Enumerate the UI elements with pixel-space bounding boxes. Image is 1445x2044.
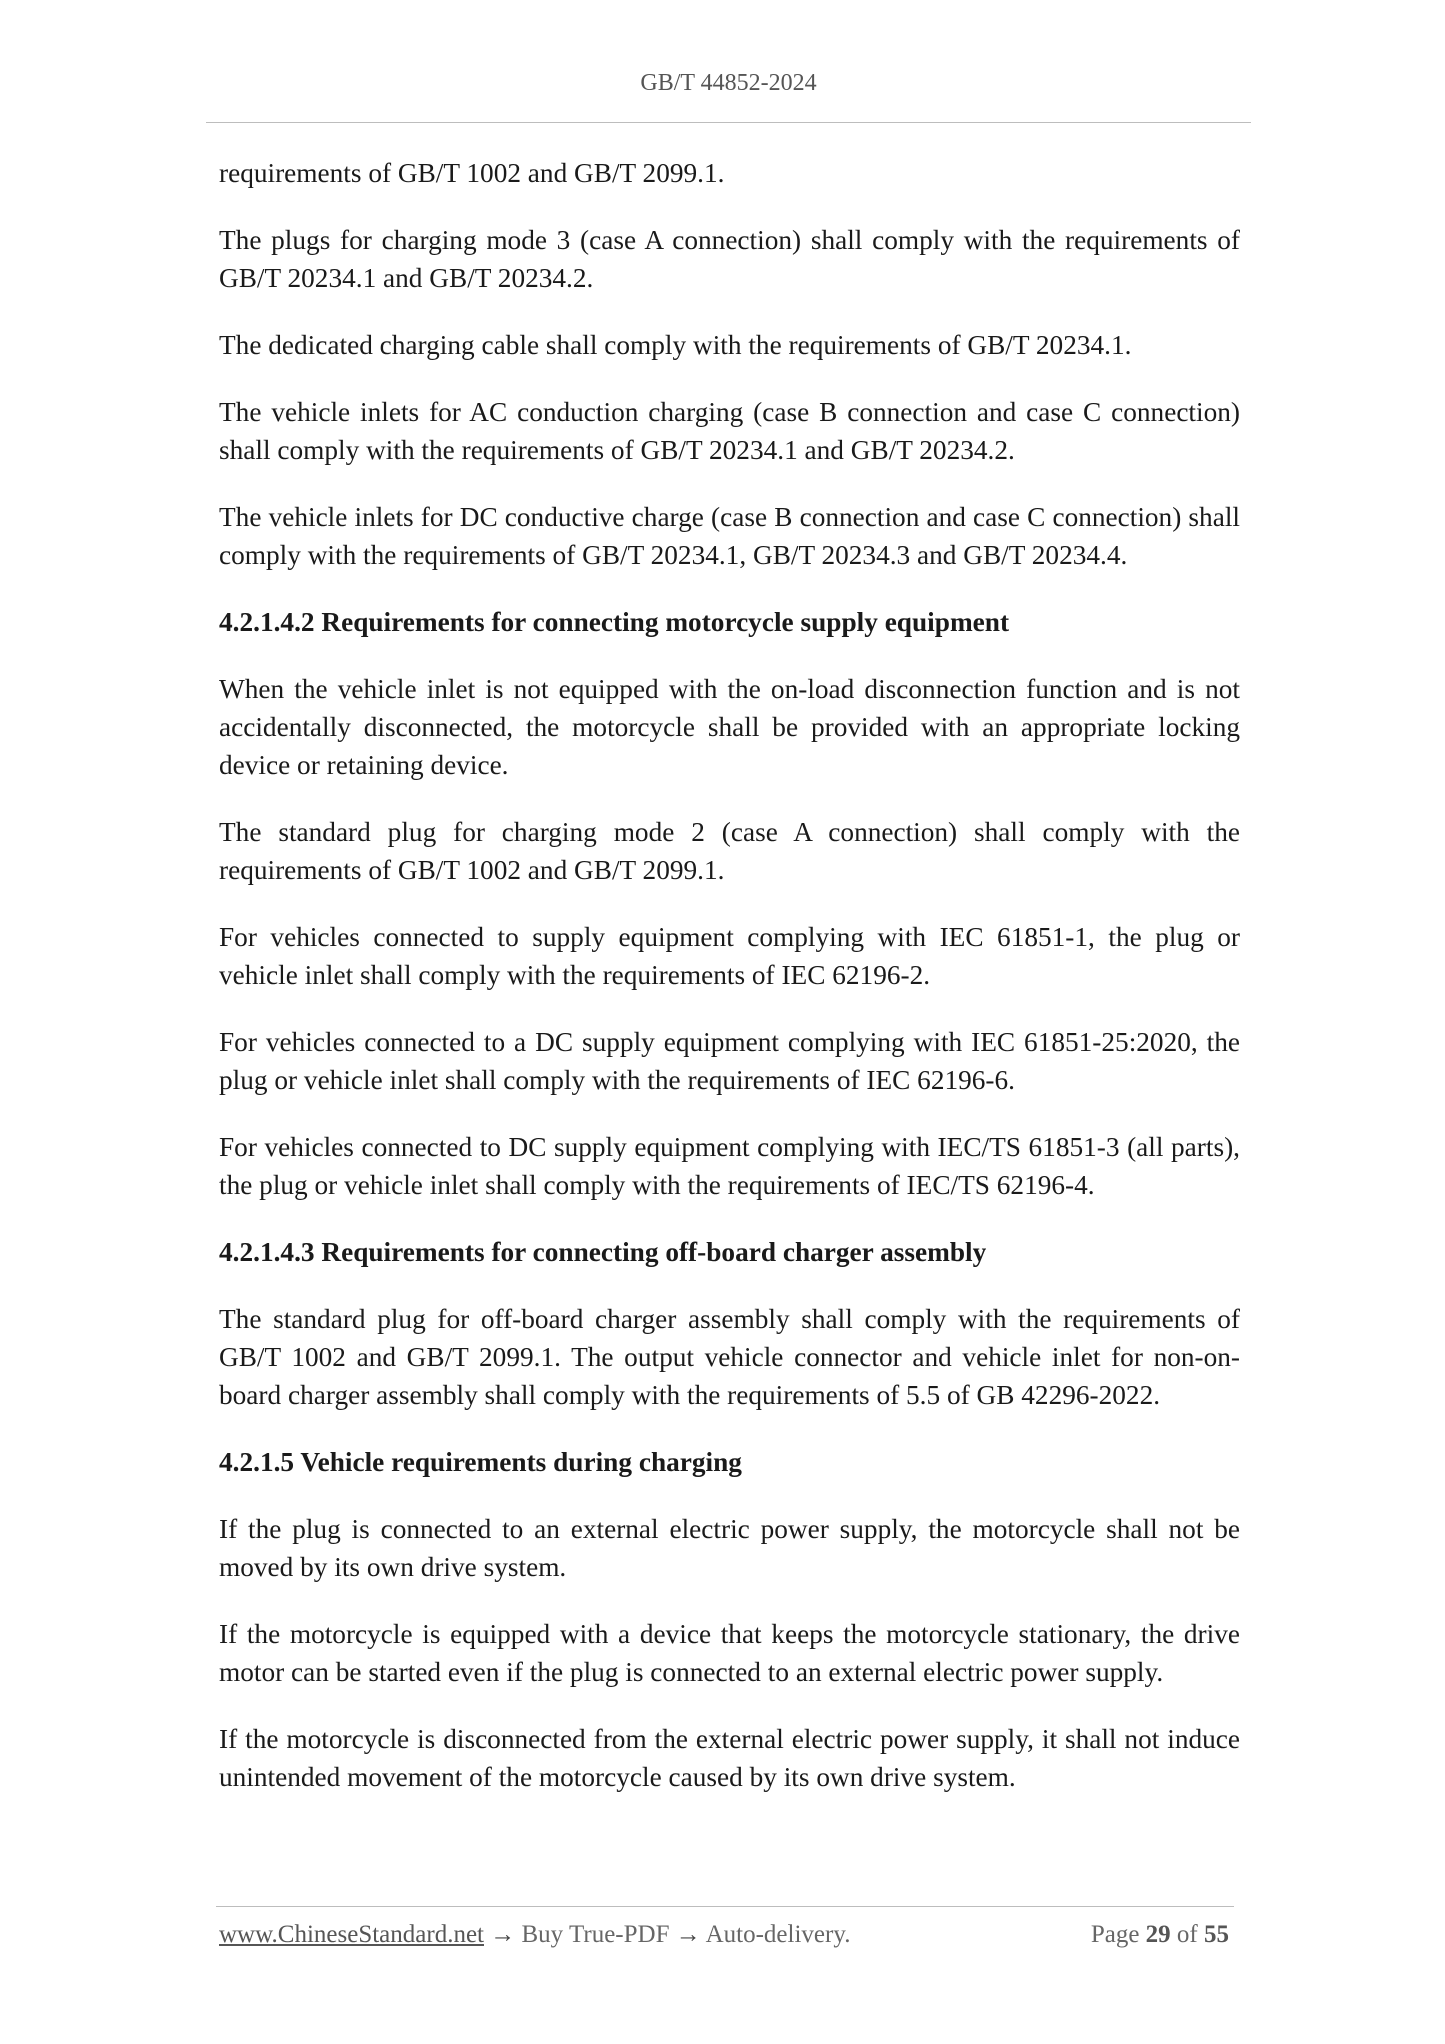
auto-delivery-text: Auto-delivery. [705,1921,851,1948]
arrow-right-icon: → [490,1921,516,1948]
paragraph: requirements of GB/T 1002 and GB/T 2099.1. [219,158,725,188]
section-heading: 4.2.1.4.3 Requirements for connecting off-board charger assembly [219,1237,987,1267]
page-of-label: of [1176,1921,1198,1948]
paragraph: When the vehicle inlet is not equipped with the on-load disconnection function and is not accidentally disconnected, the motorcycle shall be provided with an appropriate locking device or retaining device. [219,674,1240,780]
page-header-title: GB/T 44852-2024 [640,70,817,96]
page-number [1091,1921,1229,1949]
arrow-right-icon: → [675,1921,701,1948]
buy-pdf-text: Buy True-PDF [521,1921,670,1948]
paragraph: If the plug is connected to an external electric power supply, the motorcycle shall not be moved by its own drive system. [219,1514,1240,1582]
paragraph: The vehicle inlets for DC conductive charge (case B connection and case C connection) shall comply with the requirements of GB/T 20234.1, GB/T 20234.3 and GB/T 20234.4. [219,502,1240,570]
page-total: 55 [1204,1921,1229,1948]
paragraph: The standard plug for charging mode 2 (case A connection) shall comply with the requirements of GB/T 1002 and GB/T 2099.1. [219,817,1240,885]
paragraph: The standard plug for off-board charger assembly shall comply with the requirements of GB/T 1002 and GB/T 2099.1. The output vehicle connector and vehicle inlet for non-on-board charger assembly shall comply with the requirements of 5.5 of GB 42296-2022. [219,1304,1240,1410]
document-body [219,154,1240,1825]
paragraph: If the motorcycle is disconnected from the external electric power supply, it shall not induce unintended movement of the motorcycle caused by its own drive system. [219,1724,1240,1792]
paragraph: For vehicles connected to supply equipment complying with IEC 61851-1, the plug or vehicle inlet shall comply with the requirements of IEC 62196-2. [219,922,1240,990]
footer-divider [216,1906,1234,1907]
site-link[interactable]: www.ChineseStandard.net [219,1921,484,1948]
paragraph: The plugs for charging mode 3 (case A connection) shall comply with the requirements of GB/T 20234.1 and GB/T 20234.2. [219,225,1240,293]
paragraph: The dedicated charging cable shall comply with the requirements of GB/T 20234.1. [219,330,1132,360]
page-current: 29 [1145,1921,1171,1948]
header-divider [206,122,1251,123]
section-heading: 4.2.1.4.2 Requirements for connecting motorcycle supply equipment [219,607,1010,637]
paragraph: For vehicles connected to a DC supply equipment complying with IEC 61851-25:2020, the plug or vehicle inlet shall comply with the requirements of IEC 62196-6. [219,1027,1240,1095]
footer-promo [219,1921,850,1949]
section-heading: 4.2.1.5 Vehicle requirements during charging [219,1447,742,1477]
paragraph: The vehicle inlets for AC conduction charging (case B connection and case C connection) shall comply with the requirements of GB/T 20234.1 and GB/T 20234.2. [219,397,1240,465]
paragraph: For vehicles connected to DC supply equipment complying with IEC/TS 61851-3 (all parts), the plug or vehicle inlet shall comply with the requirements of IEC/TS 62196-4. [219,1132,1240,1200]
page-label: Page [1090,1921,1140,1948]
paragraph: If the motorcycle is equipped with a device that keeps the motorcycle stationary, the drive motor can be started even if the plug is connected to an external electric power supply. [219,1619,1240,1687]
